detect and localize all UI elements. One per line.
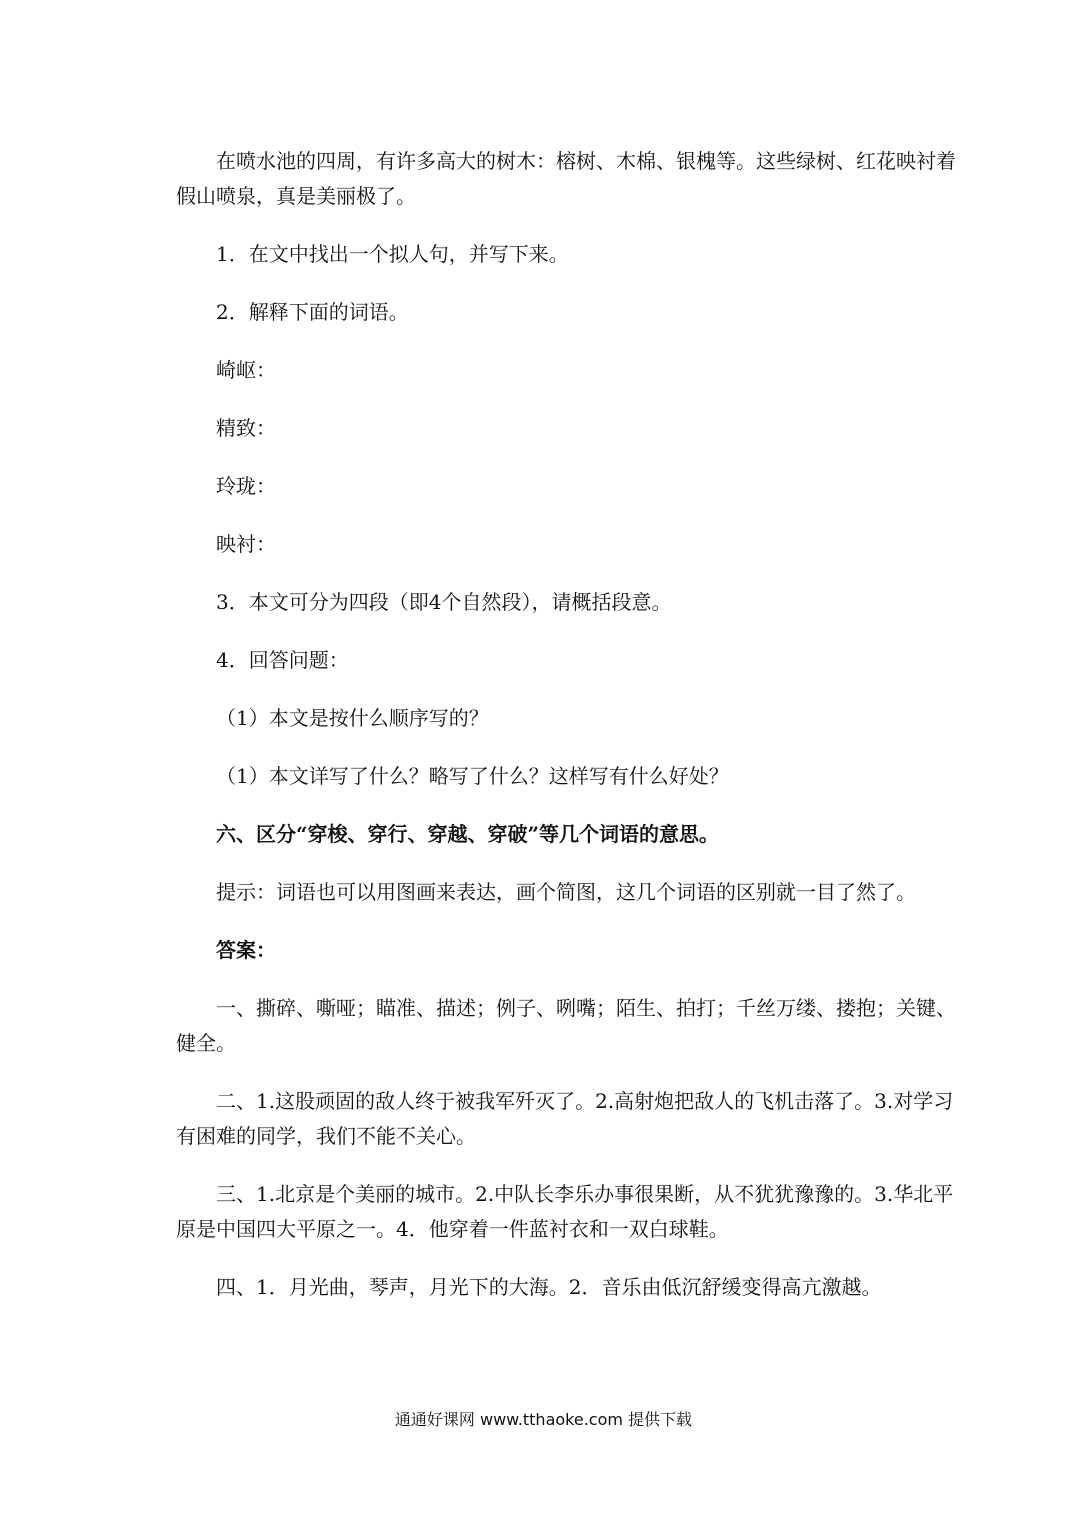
answer-three: 三、1.北京是个美丽的城市。2.中队长李乐办事很果断，从不犹犹豫豫的。3.华北平原是中国四大平原之一。4．他穿着一件蓝衬衣和一双白球鞋。 <box>176 1182 954 1241</box>
answer-two: 二、1.这股顽固的敌人终于被我军歼灭了。2.高射炮把敌人的飞机击落了。3.对学习有困难的同学，我们不能不关心。 <box>176 1089 954 1148</box>
answers-heading: 答案： <box>216 938 276 962</box>
question-4-subitem-1: （1）本文是按什么顺序写的？ <box>216 706 489 730</box>
hint-paragraph: 提示：词语也可以用图画来表达，画个简图，这几个词语的区别就一目了然了。 <box>216 880 916 904</box>
paragraph-fountain-description: 在喷水池的四周，有许多高大的树木：榕树、木棉、银槐等。这些绿树、红花映衬着假山喷泉，真是美丽极了。 <box>176 149 956 208</box>
answer-one: 一、撕碎、嘶哑；瞄准、描述；例子、咧嘴；陌生、拍打；千丝万缕、搂抱；关键、健全。 <box>176 996 956 1055</box>
answer-four: 四、1．月光曲，琴声，月光下的大海。2．音乐由低沉舒缓变得高亢激越。 <box>216 1275 882 1299</box>
document-body <box>176 144 966 1328</box>
term-qiqu: 崎岖： <box>216 358 276 382</box>
term-jingzhi: 精致： <box>216 416 276 440</box>
question-4: 4．回答问题： <box>216 648 349 672</box>
section-six-heading: 六、区分“穿梭、穿行、穿越、穿破”等几个词语的意思。 <box>216 822 720 846</box>
question-1: 1．在文中找出一个拟人句，并写下来。 <box>216 242 569 266</box>
term-linglong: 玲珑： <box>216 474 276 498</box>
question-3: 3．本文可分为四段（即4个自然段），请概括段意。 <box>216 590 672 614</box>
question-2: 2．解释下面的词语。 <box>216 300 409 324</box>
page-footer: 通通好课网 www.tthaoke.com 提供下载 <box>394 1410 693 1429</box>
question-4-subitem-2: （1）本文详写了什么？略写了什么？这样写有什么好处？ <box>216 764 729 788</box>
term-yingchen: 映衬： <box>216 532 276 556</box>
